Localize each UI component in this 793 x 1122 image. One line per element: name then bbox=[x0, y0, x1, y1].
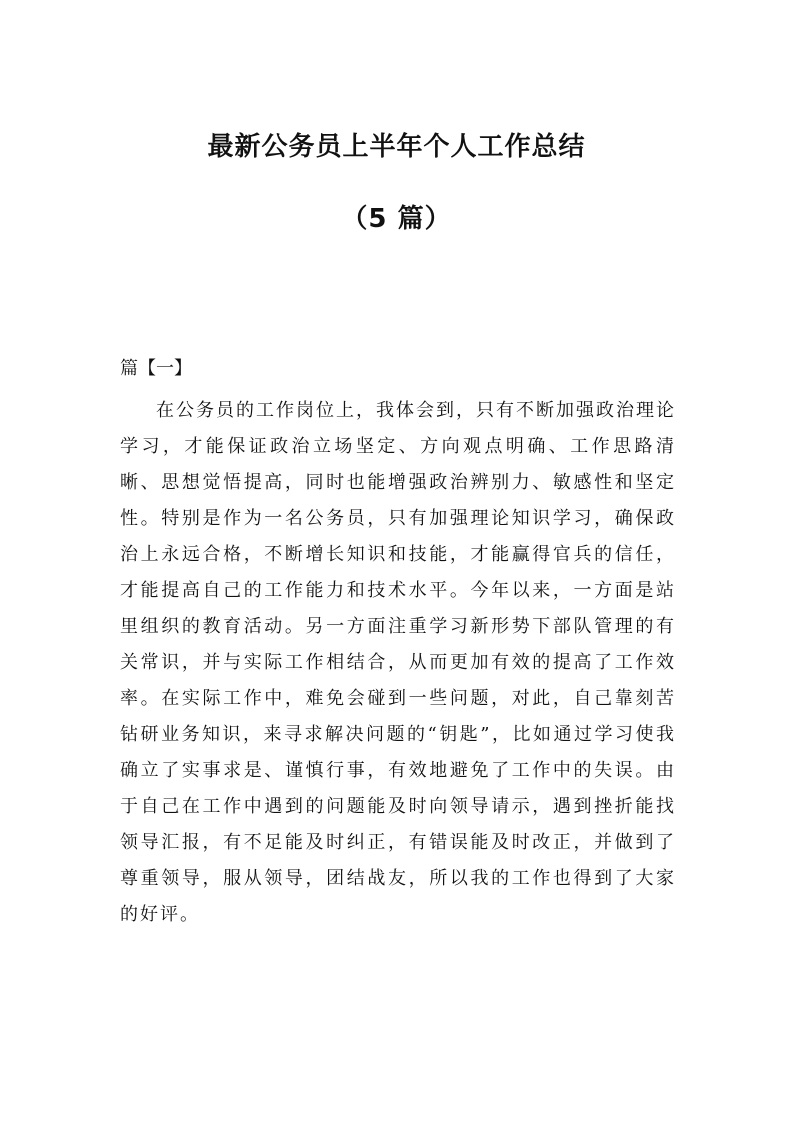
section-heading: 篇【一】 bbox=[120, 358, 192, 379]
document-subtitle: （5 篇） bbox=[341, 204, 452, 234]
document-title: 最新公务员上半年个人工作总结 bbox=[207, 132, 586, 162]
body-paragraph: 在公务员的工作岗位上，我体会到，只有不断加强政治理论学习，才能保证政治立场坚定、方向观点明确、工作思路清晰、思想觉悟提高，同时也能增强政治辨别力、敏感性和坚定性。特别是作为一名公务员，只有加强理论知识学习，确保政治上永远合格，不断增长知识和技能，才能赢得官兵的信任，才能提高自己的工作能力和技术水平。今年以来，一方面是站里组织的教育活动。另一方面注重学习新形势下部队管理的有关常识，并与实际工作相结合，从而更加有效的提高了工作效率。在实际工作中，难免会碰到一些问题，对此，自己靠刻苦钻研业务知识，来寻求解决问题的“钥匙”，比如通过学习使我确立了实事求是、谨慎行事，有效地避免了工作中的失误。由于自己在工作中遇到的问题能及时向领导请示，遇到挫折能找领导汇报，有不足能及时纠正，有错误能及时改正，并做到了尊重领导，服从领导，团结战友，所以我的工作也得到了大家的好评。 bbox=[120, 400, 676, 925]
